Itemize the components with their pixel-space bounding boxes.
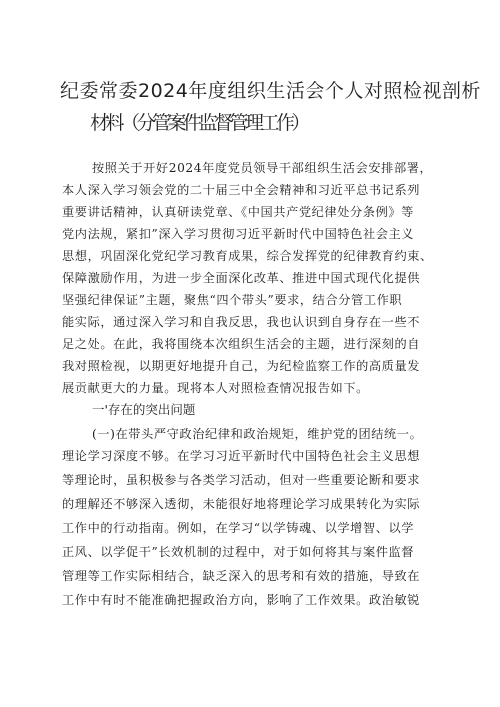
body-line: 理论学习深度不够。在学习习近平新时代中国特色社会主义思想 [62,449,421,463]
body-line: 工作中有时不能准确把握政治方向，影响了工作效果。政治敏锐 [62,593,421,607]
intro-line: 思想，巩固深化党纪学习教育成果，综合发挥党的纪律教育约束、 [62,249,433,263]
intro-line: 本人深入学习领会党的二十届三中全会精神和习近平总书记系列 [62,183,421,197]
body-line: 正风、以学促干”长效机制的过程中，对于如何将其与案件监督 [62,545,415,559]
intro-line: 展贡献更大的力量。现将本人对照检查情况报告如下。 [62,381,369,395]
intro-line: 党内法规，紧扣”深入学习贯彻习近平新时代中国特色社会主义 [62,227,415,241]
body-line: 管理等工作实际相结合，缺乏深入的思考和有效的措施，导致在 [62,569,421,583]
intro-line: 重要讲话精神，认真研读党章、《中国共产党纪律处分条例》等 [62,205,414,219]
body-line: 工作中的行动指南。例如，在学习“以学铸魂、以学增智、以学 [62,521,415,535]
intro-line: 坚强纪律保证”主题，聚焦“四个带头”要求，结合分管工作职 [62,293,403,307]
intro-line: 按照关于开好2024年度党员领导干部组织生活会安排部署， [92,161,433,175]
intro-line: 保障激励作用，为进一步全面深化改革、推进中国式现代化提供 [62,271,421,285]
body-line: 等理论时，虽积极参与各类学习活动，但对一些重要论断和要求 [62,473,421,487]
intro-line: 我对照检视，以期更好地提升自己，为纪检监察工作的高质量发 [62,359,421,373]
intro-line: 足之处。在此，我将围绕本次组织生活会的主题，进行深刻的自 [62,337,421,351]
document-title-line-2: 材料（分管案件监督管理工作） [90,112,308,134]
body-line: (一)在带头严守政治纪律和政治规矩，维护党的团结统一。 [92,427,423,441]
body-line: 的理解还不够深入透彻，未能很好地将理论学习成果转化为实际 [62,497,421,511]
document-title-line-1: 纪委常委2024年度组织生活会个人对照检视剖析 [60,80,481,102]
section-heading: 一'存在的突出问题 [92,402,196,417]
intro-line: 能实际，通过深入学习和自我反思，我也认识到自身存在一些不 [62,315,421,329]
